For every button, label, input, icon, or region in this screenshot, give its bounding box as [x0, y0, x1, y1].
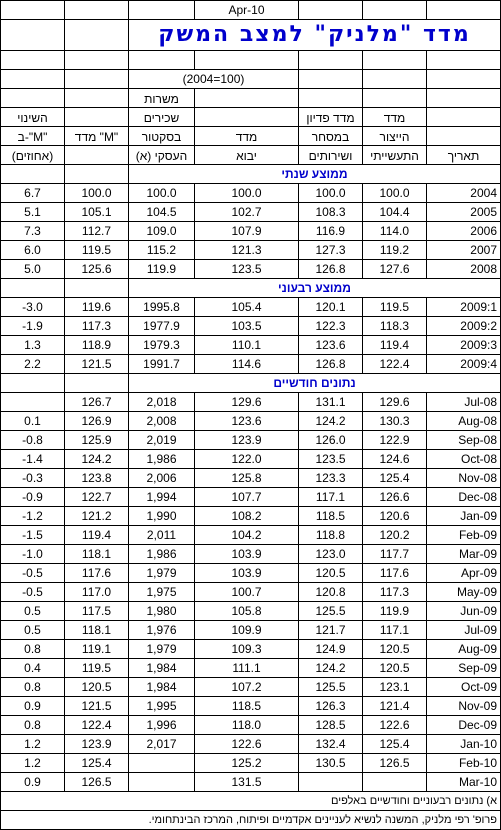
cell-industry: 127.6 — [363, 260, 427, 279]
cell-m: 124.2 — [65, 450, 129, 469]
cell-date: Mar-09 — [427, 545, 501, 564]
cell-revenue: 125.5 — [299, 678, 363, 697]
cell-change: 0.5 — [1, 602, 65, 621]
table-row — [1, 412, 501, 431]
cell-m: 121.5 — [65, 697, 129, 716]
cell-change: -0.5 — [1, 564, 65, 583]
cell-jobs: 2,008 — [129, 412, 195, 431]
cell-industry: 104.4 — [363, 203, 427, 222]
col-jobs-h1b: שכירים — [129, 108, 195, 127]
table-row — [1, 526, 501, 545]
cell-imports: 123.9 — [195, 431, 299, 450]
cell-revenue: 117.1 — [299, 488, 363, 507]
cell-date: 2008 — [427, 260, 501, 279]
table-row — [1, 697, 501, 716]
cell-imports: 100.7 — [195, 583, 299, 602]
cell-jobs: 1,984 — [129, 678, 195, 697]
cell-m: 117.0 — [65, 583, 129, 602]
cell-imports: 105.4 — [195, 298, 299, 317]
cell-change: 7.3 — [1, 222, 65, 241]
cell-m: 121.2 — [65, 507, 129, 526]
cell-jobs: 1991.7 — [129, 355, 195, 374]
cell-jobs: 1,994 — [129, 488, 195, 507]
col-revenue-h2: במסחר — [299, 127, 363, 146]
col-change-h2: ב-"M" — [1, 127, 65, 146]
cell-change: 0.1 — [1, 412, 65, 431]
cell-date: Jun-09 — [427, 602, 501, 621]
base-year: (2004=100) — [129, 70, 299, 89]
cell-revenue: 122.3 — [299, 317, 363, 336]
cell-date: Aug-08 — [427, 412, 501, 431]
cell-date: Feb-10 — [427, 754, 501, 773]
cell-industry: 119.5 — [363, 298, 427, 317]
cell-revenue: 124.9 — [299, 640, 363, 659]
cell-change: 1.2 — [1, 754, 65, 773]
cell-industry: 122.4 — [363, 355, 427, 374]
cell-change: 5.1 — [1, 203, 65, 222]
table-row — [1, 431, 501, 450]
cell-imports: 107.9 — [195, 222, 299, 241]
cell-industry: 126.5 — [363, 754, 427, 773]
cell-imports: 100.0 — [195, 184, 299, 203]
cell-imports: 103.9 — [195, 564, 299, 583]
col-revenue-h3: ושירותים — [299, 146, 363, 165]
cell-revenue: 124.2 — [299, 412, 363, 431]
cell-m: 117.3 — [65, 317, 129, 336]
col-imports-h3: יבוא — [195, 146, 299, 165]
cell-date: Oct-09 — [427, 678, 501, 697]
cell-change: -1.9 — [1, 317, 65, 336]
cell-change: 6.7 — [1, 184, 65, 203]
table-row — [1, 621, 501, 640]
cell-date: Dec-08 — [427, 488, 501, 507]
cell-m: 119.1 — [65, 640, 129, 659]
cell-jobs: 104.5 — [129, 203, 195, 222]
cell-imports: 123.5 — [195, 260, 299, 279]
cell-change: -1.5 — [1, 526, 65, 545]
table-row — [1, 583, 501, 602]
col-date-h3: תאריך — [427, 146, 501, 165]
cell-industry: 121.4 — [363, 697, 427, 716]
cell-revenue: 123.6 — [299, 336, 363, 355]
cell-change: 0.9 — [1, 697, 65, 716]
cell-date: Oct-08 — [427, 450, 501, 469]
cell-date: Jan-10 — [427, 735, 501, 754]
cell-date: 2004 — [427, 184, 501, 203]
cell-industry: 119.2 — [363, 241, 427, 260]
cell-m: 126.9 — [65, 412, 129, 431]
source-note: פרופ' רפי מלניק, המשנה לנשיא לעניינים אקדמיים ופיתוח, המרכז הבינתחומי. — [1, 811, 501, 830]
col-jobs-h1: משרות — [129, 89, 195, 108]
cell-industry: 130.3 — [363, 412, 427, 431]
cell-imports: 103.9 — [195, 545, 299, 564]
cell-change: -0.3 — [1, 469, 65, 488]
col-jobs-h3: העסקי (א) — [129, 146, 195, 165]
section-quarterly: ממוצע רבעוני — [129, 279, 501, 298]
cell-date: 2007 — [427, 241, 501, 260]
cell-jobs: 2,006 — [129, 469, 195, 488]
cell-date: 2009:3 — [427, 336, 501, 355]
cell-revenue: 123.5 — [299, 450, 363, 469]
cell-date: Nov-08 — [427, 469, 501, 488]
cell-date: 2005 — [427, 203, 501, 222]
cell-m: 126.5 — [65, 773, 129, 792]
cell-revenue: 132.4 — [299, 735, 363, 754]
cell-m: 119.4 — [65, 526, 129, 545]
col-m-h2: מדד "M" — [65, 127, 129, 146]
cell-date: 2006 — [427, 222, 501, 241]
table-row — [1, 317, 501, 336]
cell-industry: 119.9 — [363, 602, 427, 621]
cell-jobs: 1,975 — [129, 583, 195, 602]
cell-industry: 123.1 — [363, 678, 427, 697]
cell-jobs: 1,976 — [129, 621, 195, 640]
cell-date: Dec-09 — [427, 716, 501, 735]
cell-m: 125.4 — [65, 754, 129, 773]
cell-jobs: 1,980 — [129, 602, 195, 621]
cell-industry: 125.4 — [363, 735, 427, 754]
cell-industry: 118.3 — [363, 317, 427, 336]
section-monthly: נתונים חודשיים — [129, 374, 501, 393]
cell-revenue: 118.5 — [299, 507, 363, 526]
cell-jobs: 1,979 — [129, 640, 195, 659]
cell-revenue: 116.9 — [299, 222, 363, 241]
cell-industry: 120.5 — [363, 659, 427, 678]
table-row — [1, 564, 501, 583]
cell-revenue: 120.1 — [299, 298, 363, 317]
table-row — [1, 203, 501, 222]
cell-revenue — [299, 773, 363, 792]
cell-jobs — [129, 773, 195, 792]
table-row — [1, 659, 501, 678]
cell-date: Jul-08 — [427, 393, 501, 412]
col-industry-h2: הייצור — [363, 127, 427, 146]
cell-industry: 124.6 — [363, 450, 427, 469]
cell-imports: 114.6 — [195, 355, 299, 374]
cell-revenue: 120.5 — [299, 564, 363, 583]
cell-jobs: 119.9 — [129, 260, 195, 279]
cell-change: -1.4 — [1, 450, 65, 469]
cell-imports: 125.2 — [195, 754, 299, 773]
table-row — [1, 735, 501, 754]
table-row — [1, 298, 501, 317]
cell-m: 118.1 — [65, 545, 129, 564]
cell-change: -0.5 — [1, 583, 65, 602]
table-row — [1, 602, 501, 621]
cell-change: 6.0 — [1, 241, 65, 260]
col-industry-h1: מדד — [363, 108, 427, 127]
cell-imports: 131.5 — [195, 773, 299, 792]
cell-change — [1, 393, 65, 412]
cell-jobs: 115.2 — [129, 241, 195, 260]
cell-date: 2009:4 — [427, 355, 501, 374]
cell-industry — [363, 773, 427, 792]
table-row — [1, 336, 501, 355]
cell-industry: 119.4 — [363, 336, 427, 355]
col-change-h3: (אחוזים) — [1, 146, 65, 165]
cell-change: 0.5 — [1, 621, 65, 640]
cell-revenue: 126.8 — [299, 355, 363, 374]
cell-change: 0.9 — [1, 773, 65, 792]
section-annual: ממוצע שנתי — [129, 165, 501, 184]
cell-imports: 107.2 — [195, 678, 299, 697]
col-change-h1: השינוי — [1, 108, 65, 127]
table-row — [1, 260, 501, 279]
cell-revenue: 126.0 — [299, 431, 363, 450]
cell-date: Mar-10 — [427, 773, 501, 792]
cell-jobs: 1,984 — [129, 659, 195, 678]
cell-change: -0.8 — [1, 431, 65, 450]
cell-imports: 109.3 — [195, 640, 299, 659]
cell-change: -1.2 — [1, 507, 65, 526]
cell-jobs — [129, 754, 195, 773]
cell-imports: 118.0 — [195, 716, 299, 735]
cell-industry: 129.6 — [363, 393, 427, 412]
table-row — [1, 678, 501, 697]
cell-jobs: 2,019 — [129, 431, 195, 450]
cell-jobs: 1977.9 — [129, 317, 195, 336]
cell-jobs: 100.0 — [129, 184, 195, 203]
table-row — [1, 450, 501, 469]
cell-industry: 125.4 — [363, 469, 427, 488]
cell-industry: 114.0 — [363, 222, 427, 241]
cell-m: 122.4 — [65, 716, 129, 735]
table-row — [1, 488, 501, 507]
cell-date: Aug-09 — [427, 640, 501, 659]
cell-industry: 120.5 — [363, 640, 427, 659]
cell-change: 5.0 — [1, 260, 65, 279]
cell-imports: 121.3 — [195, 241, 299, 260]
cell-jobs: 2,011 — [129, 526, 195, 545]
col-imports-h2: מדד — [195, 127, 299, 146]
col-industry-h3: התעשייתי — [363, 146, 427, 165]
col-jobs-h2: בסקטור — [129, 127, 195, 146]
cell-imports: 108.2 — [195, 507, 299, 526]
report-date: Apr-10 — [195, 1, 299, 20]
page-title: מדד "מלניק" למצב המשק — [129, 20, 501, 51]
cell-m: 105.1 — [65, 203, 129, 222]
cell-revenue: 124.2 — [299, 659, 363, 678]
cell-revenue: 128.5 — [299, 716, 363, 735]
cell-m: 125.9 — [65, 431, 129, 450]
cell-industry: 120.2 — [363, 526, 427, 545]
cell-change: 0.8 — [1, 716, 65, 735]
cell-m: 117.5 — [65, 602, 129, 621]
cell-m: 119.5 — [65, 659, 129, 678]
cell-industry: 120.6 — [363, 507, 427, 526]
cell-imports: 105.8 — [195, 602, 299, 621]
cell-jobs: 109.0 — [129, 222, 195, 241]
cell-m: 120.5 — [65, 678, 129, 697]
cell-change: 0.4 — [1, 659, 65, 678]
cell-jobs: 2,018 — [129, 393, 195, 412]
table-row — [1, 355, 501, 374]
cell-jobs: 1995.8 — [129, 298, 195, 317]
cell-change: 2.2 — [1, 355, 65, 374]
cell-revenue: 100.0 — [299, 184, 363, 203]
cell-change: 1.3 — [1, 336, 65, 355]
cell-jobs: 1,990 — [129, 507, 195, 526]
cell-m: 118.9 — [65, 336, 129, 355]
table-row — [1, 393, 501, 412]
cell-industry: 100.0 — [363, 184, 427, 203]
cell-m: 122.7 — [65, 488, 129, 507]
cell-jobs: 1979.3 — [129, 336, 195, 355]
cell-m: 117.6 — [65, 564, 129, 583]
cell-revenue: 118.8 — [299, 526, 363, 545]
cell-jobs: 1,996 — [129, 716, 195, 735]
cell-jobs: 1,995 — [129, 697, 195, 716]
cell-imports: 125.8 — [195, 469, 299, 488]
cell-date: 2009:1 — [427, 298, 501, 317]
cell-imports: 103.5 — [195, 317, 299, 336]
table-row — [1, 754, 501, 773]
cell-industry: 126.6 — [363, 488, 427, 507]
cell-imports: 118.5 — [195, 697, 299, 716]
cell-date: May-09 — [427, 583, 501, 602]
cell-date: 2009:2 — [427, 317, 501, 336]
cell-change: 1.2 — [1, 735, 65, 754]
cell-date: Nov-09 — [427, 697, 501, 716]
cell-jobs: 1,986 — [129, 545, 195, 564]
cell-revenue: 127.3 — [299, 241, 363, 260]
cell-m: 119.6 — [65, 298, 129, 317]
cell-revenue: 125.5 — [299, 602, 363, 621]
cell-imports: 129.6 — [195, 393, 299, 412]
table-row — [1, 184, 501, 203]
table-row — [1, 469, 501, 488]
cell-imports: 102.7 — [195, 203, 299, 222]
cell-imports: 111.1 — [195, 659, 299, 678]
cell-revenue: 120.8 — [299, 583, 363, 602]
cell-revenue: 108.3 — [299, 203, 363, 222]
cell-date: Sep-08 — [427, 431, 501, 450]
table-row — [1, 640, 501, 659]
cell-m: 112.7 — [65, 222, 129, 241]
cell-imports: 110.1 — [195, 336, 299, 355]
cell-revenue: 123.0 — [299, 545, 363, 564]
cell-m: 123.8 — [65, 469, 129, 488]
cell-imports: 122.0 — [195, 450, 299, 469]
cell-change: -0.9 — [1, 488, 65, 507]
cell-change: 0.8 — [1, 640, 65, 659]
table-row — [1, 773, 501, 792]
cell-jobs: 2,017 — [129, 735, 195, 754]
cell-revenue: 131.1 — [299, 393, 363, 412]
table-row — [1, 716, 501, 735]
table-row — [1, 507, 501, 526]
cell-industry: 117.1 — [363, 621, 427, 640]
col-revenue-h1: מדד פדיון — [299, 108, 363, 127]
cell-m: 123.9 — [65, 735, 129, 754]
cell-revenue: 126.8 — [299, 260, 363, 279]
cell-industry: 122.6 — [363, 716, 427, 735]
table-row — [1, 545, 501, 564]
cell-m: 125.6 — [65, 260, 129, 279]
cell-imports: 104.2 — [195, 526, 299, 545]
table-row — [1, 241, 501, 260]
cell-m: 119.5 — [65, 241, 129, 260]
cell-revenue: 123.3 — [299, 469, 363, 488]
cell-date: Apr-09 — [427, 564, 501, 583]
cell-imports: 123.6 — [195, 412, 299, 431]
cell-change: -3.0 — [1, 298, 65, 317]
cell-date: Jan-09 — [427, 507, 501, 526]
footnote: א) נתונים רבעוניים וחודשיים באלפים — [1, 792, 501, 811]
cell-change: -1.0 — [1, 545, 65, 564]
cell-industry: 122.9 — [363, 431, 427, 450]
cell-industry: 117.3 — [363, 583, 427, 602]
cell-date: Sep-09 — [427, 659, 501, 678]
cell-date: Jul-09 — [427, 621, 501, 640]
cell-revenue: 121.7 — [299, 621, 363, 640]
cell-m: 100.0 — [65, 184, 129, 203]
cell-m: 121.5 — [65, 355, 129, 374]
table-row — [1, 222, 501, 241]
cell-jobs: 1,986 — [129, 450, 195, 469]
cell-revenue: 126.3 — [299, 697, 363, 716]
cell-m: 126.7 — [65, 393, 129, 412]
cell-m: 118.1 — [65, 621, 129, 640]
cell-industry: 117.7 — [363, 545, 427, 564]
cell-date: Feb-09 — [427, 526, 501, 545]
cell-jobs: 1,979 — [129, 564, 195, 583]
cell-imports: 107.7 — [195, 488, 299, 507]
cell-change: 0.8 — [1, 678, 65, 697]
cell-imports: 122.6 — [195, 735, 299, 754]
cell-imports: 109.9 — [195, 621, 299, 640]
cell-revenue: 130.5 — [299, 754, 363, 773]
cell-industry: 117.6 — [363, 564, 427, 583]
